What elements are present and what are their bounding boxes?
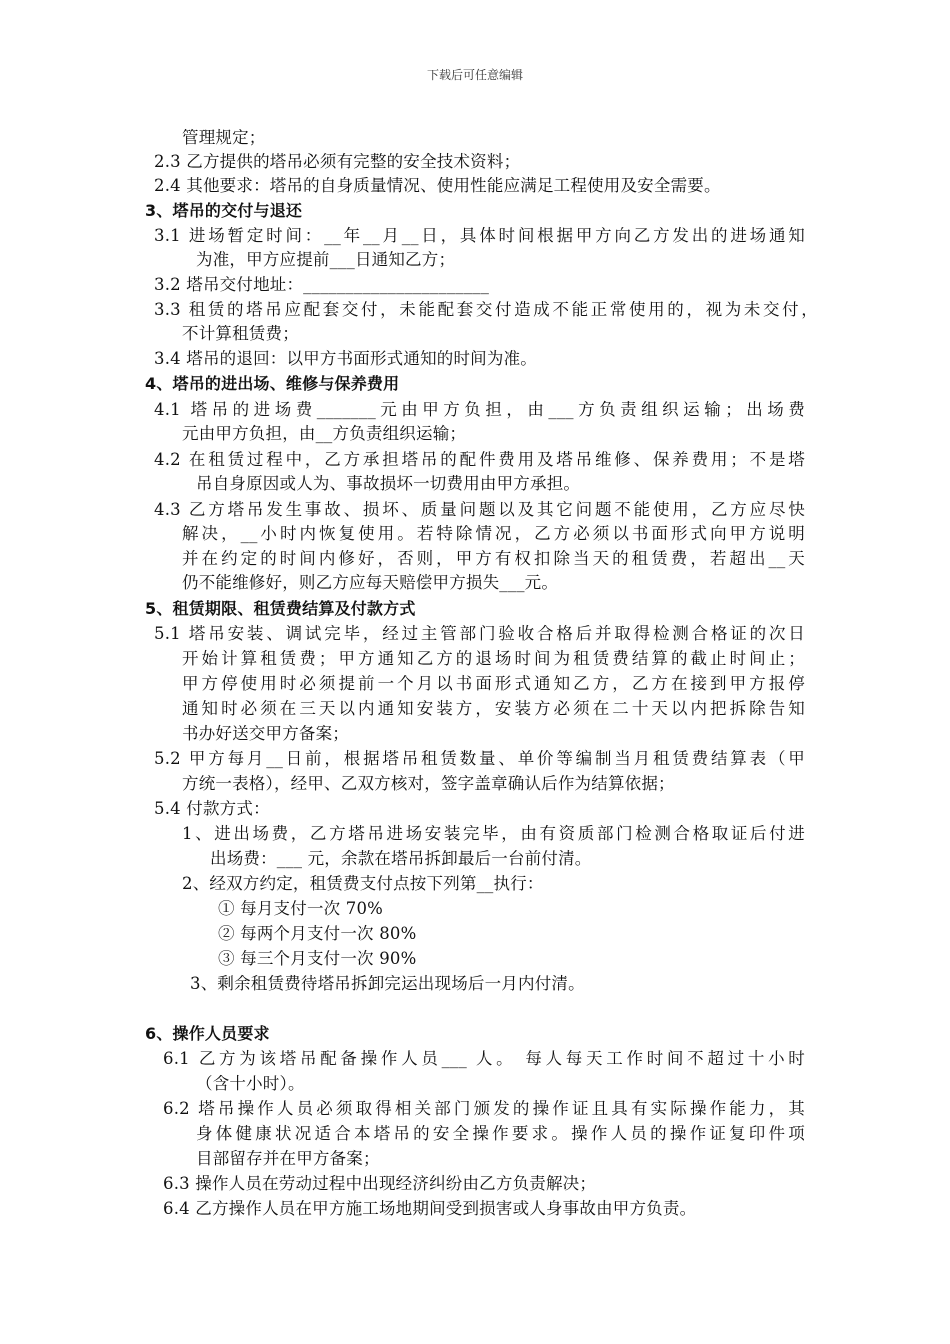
section-heading: 3、塔吊的交付与退还 — [145, 201, 303, 220]
section-heading: 4、塔吊的进出场、维修与保养费用 — [145, 374, 400, 393]
page-header: 下载后可任意编辑 — [426, 68, 523, 82]
text-line: 甲方停使用时必须提前一个月以书面形式通知乙方，乙方在接到甲方报停 — [182, 674, 805, 693]
text-line: 不计算租赁费； — [182, 324, 299, 343]
section-heading: 6、操作人员要求 — [145, 1024, 270, 1043]
text-line: 3.3 租赁的塔吊应配套交付，未能配套交付造成不能正常使用的，视为未交付， — [154, 300, 818, 319]
text-line: 目部留存并在甲方备案； — [196, 1149, 380, 1168]
text-line: （含十小时）。 — [196, 1074, 305, 1093]
text-line: 方统一表格），经甲、乙双方核对，签字盖章确认后作为结算依据； — [182, 774, 675, 793]
text-line: 为准，甲方应提前___日通知乙方； — [196, 250, 456, 269]
text-line: 通知时必须在三天以内通知安装方，安装方必须在二十天以内把拆除告知 — [182, 699, 805, 718]
text-line: 5.1 塔吊安装、调试完毕，经过主管部门验收合格后并取得检测合格证的次日 — [154, 624, 805, 643]
text-line: 6.2 塔吊操作人员必须取得相关部门颁发的操作证且具有实际操作能力，其 — [163, 1099, 805, 1118]
text-line: 仍不能维修好，则乙方应每天赔偿甲方损失___元。 — [182, 573, 559, 592]
text-line: 4.3 乙方塔吊发生事故、损坏、质量问题以及其它问题不能使用，乙方应尽快 — [154, 500, 805, 519]
text-line: 身体健康状况适合本塔吊的安全操作要求。操作人员的操作证复印件项 — [196, 1124, 805, 1143]
text-line: 出场费：___ 元，余款在塔吊拆卸最后一台前付清。 — [210, 849, 592, 868]
list-item: ② 每两个月支付一次 80% — [218, 924, 417, 943]
text-line: 开始计算租赁费；甲方通知乙方的退场时间为租赁费结算的截止时间止； — [182, 649, 805, 668]
text-line: 4.1 塔吊的进场费_______元由甲方负担，由___方负责组织运输；出场费 — [154, 400, 805, 419]
text-line: 5.2 甲方每月__日前，根据塔吊租赁数量、单价等编制当月租赁费结算表（甲 — [154, 749, 805, 768]
text-line: 5.4 付款方式： — [154, 799, 270, 818]
text-line: 1、进出场费，乙方塔吊进场安装完毕，由有资质部门检测合格取证后付进 — [182, 824, 805, 843]
text-line: 3、剩余租赁费待塔吊拆卸完运出现场后一月内付清。 — [190, 974, 585, 993]
text-line: 2、经双方约定，租赁费支付点按下列第__执行： — [182, 874, 544, 893]
section-heading: 5、租赁期限、租赁费结算及付款方式 — [145, 599, 416, 618]
text-line: 元由甲方负担，由__方负责组织运输； — [182, 424, 467, 443]
text-line: 吊自身原因或人为、事故损坏一切费用由甲方承担。 — [196, 474, 581, 493]
text-line: 管理规定； — [182, 128, 266, 147]
text-line: 并在约定的时间内修好，否则，甲方有权扣除当天的租赁费，若超出__天 — [182, 549, 805, 568]
text-line: 3.2 塔吊交付地址：______________________ — [154, 275, 490, 294]
text-line: 6.1 乙方为该塔吊配备操作人员___ 人。 每人每天工作时间不超过十小时 — [163, 1049, 805, 1068]
text-line: 4.2 在租赁过程中，乙方承担塔吊的配件费用及塔吊维修、保养费用；不是塔 — [154, 450, 805, 469]
text-line: 3.4 塔吊的退回：以甲方书面形式通知的时间为准。 — [154, 349, 537, 368]
text-line: 2.3 乙方提供的塔吊必须有完整的安全技术资料； — [154, 152, 521, 171]
list-item: ① 每月支付一次 70% — [218, 899, 384, 918]
text-line: 6.4 乙方操作人员在甲方施工场地期间受到损害或人身事故由甲方负责。 — [163, 1199, 697, 1218]
text-line: 3.1 进场暂定时间：__年__月__日，具体时间根据甲方向乙方发出的进场通知 — [154, 226, 805, 245]
text-line: 解决，__小时内恢复使用。若特除情况，乙方必须以书面形式向甲方说明 — [182, 524, 805, 543]
text-line: 书办好送交甲方备案； — [182, 724, 349, 743]
text-line: 2.4 其他要求：塔吊的自身质量情况、使用性能应满足工程使用及安全需要。 — [154, 176, 721, 195]
text-line: 6.3 操作人员在劳动过程中出现经济纠纷由乙方负责解决； — [163, 1174, 597, 1193]
list-item: ③ 每三个月支付一次 90% — [218, 949, 417, 968]
